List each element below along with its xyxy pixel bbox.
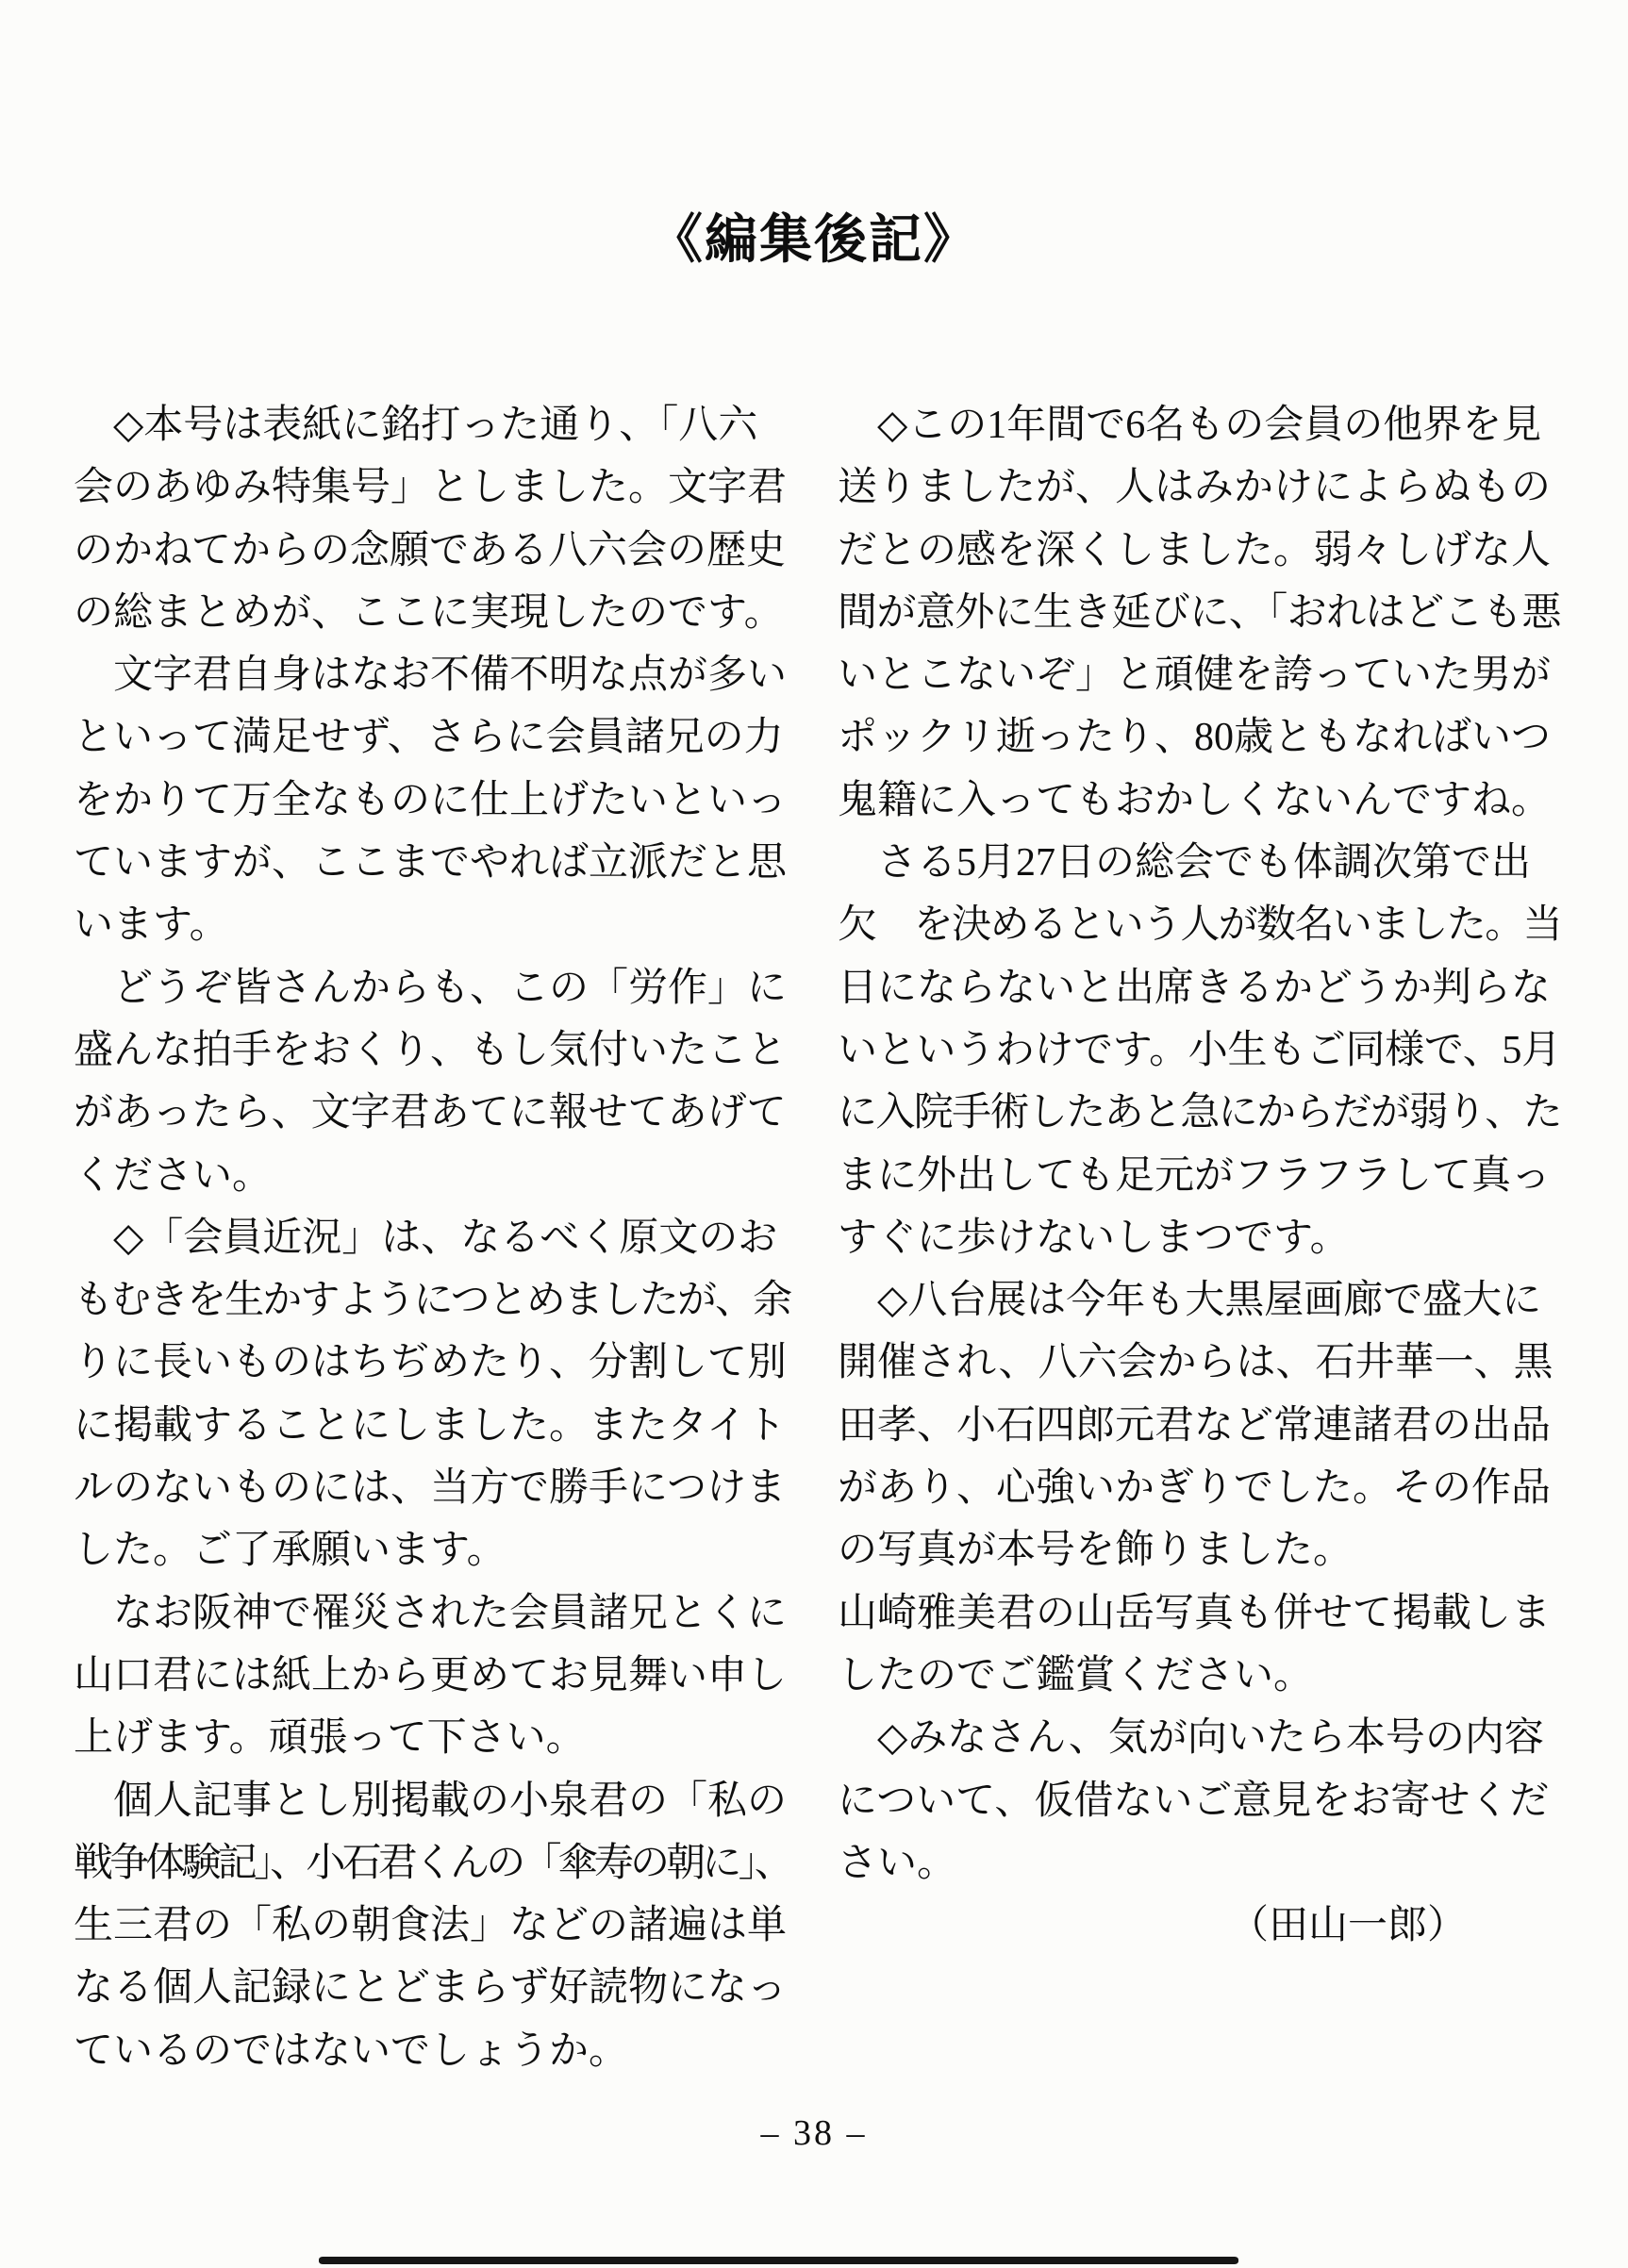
text-line: 山口君には紙上から更めてお見舞い申し bbox=[74, 1653, 788, 1697]
text-line: したのでご鑑賞ください。 bbox=[838, 1653, 1314, 1697]
text-line: 戦争体験記」、小石君くんの「傘寿の朝に」、 bbox=[74, 1841, 791, 1885]
text-line: 生三君の「私の朝食法」などの諸遍は単 bbox=[74, 1904, 788, 1948]
page-title: 《編集後記》 bbox=[650, 211, 978, 270]
text-line: した。ご了承願います。 bbox=[74, 1529, 507, 1573]
scan-artifact bbox=[319, 2257, 1238, 2264]
left-column bbox=[74, 394, 790, 2082]
text-line: の写真が本号を飾りました。 bbox=[838, 1529, 1354, 1573]
text-line: 欠 を決めるという人が数名いました。当 bbox=[838, 903, 1562, 948]
text-line: りに長いものはちぢめたり、分割して別 bbox=[74, 1341, 788, 1385]
author-signature: （田山一郎） bbox=[1228, 1904, 1467, 1948]
text-line: いとこないぞ」と頑健を誇っていた男が bbox=[838, 654, 1552, 698]
text-line: 文字君自身はなお不備不明な点が多い bbox=[74, 654, 788, 698]
text-line: 個人記事とし別掲載の小泉君の「私の bbox=[74, 1779, 788, 1823]
text-line: なお阪神で罹災された会員諸兄とくに bbox=[74, 1591, 788, 1635]
text-line: があったら、文字君あてに報せてあげて bbox=[74, 1091, 787, 1135]
right-column bbox=[838, 394, 1561, 1957]
right-column-lines bbox=[838, 394, 1561, 1895]
text-line: に掲載することにしました。またタイト bbox=[74, 1403, 787, 1448]
text-line: だとの感を深くしました。弱々しげな人 bbox=[838, 528, 1552, 572]
text-line: ◇「会員近況」は、なるべく原文のお bbox=[74, 1216, 778, 1260]
text-line: まに外出しても足元がフラフラして真っ bbox=[838, 1153, 1552, 1198]
text-line: ているのではないでしょうか。 bbox=[74, 2028, 629, 2073]
text-line: すぐに歩けないしまつです。 bbox=[838, 1216, 1350, 1260]
text-line: をかりて万全なものに仕上げたいといっ bbox=[74, 778, 788, 822]
text-line: といって満足せず、さらに会員諸兄の力 bbox=[74, 716, 784, 760]
text-line: もむきを生かすようにつとめましたが、余 bbox=[74, 1279, 791, 1323]
text-line: なる個人記録にとどまらず好読物になっ bbox=[74, 1966, 788, 2011]
text-line: さい。 bbox=[838, 1841, 957, 1885]
text-line: ルのないものには、当方で勝手につけま bbox=[74, 1466, 787, 1511]
text-line: 会のあゆみ特集号」としました。文字君 bbox=[74, 466, 788, 510]
text-line: のかねてからの念願である八六会の歴史 bbox=[74, 528, 786, 572]
text-line: 上げます。頑張って下さい。 bbox=[74, 1716, 586, 1761]
text-line: 日にならないと出席きるかどうか判らな bbox=[838, 966, 1552, 1010]
text-line: 送りましたが、人はみかけによらぬもの bbox=[838, 466, 1552, 510]
text-line: の総まとめが、ここに実現したのです。 bbox=[74, 590, 784, 635]
text-line: 田孝、小石四郎元君など常連諸君の出品 bbox=[838, 1403, 1552, 1448]
text-line: いというわけです。小生もご同様で、5月 bbox=[838, 1028, 1561, 1072]
text-line: 盛んな拍手をおくり、もし気付いたこと bbox=[74, 1028, 788, 1072]
text-line: ていますが、ここまでやれば立派だと思 bbox=[74, 841, 788, 886]
text-line: ◇八台展は今年も大黒屋画廊で盛大に bbox=[838, 1279, 1542, 1323]
text-line: 開催され、八六会からは、石井華一、黒 bbox=[838, 1341, 1553, 1385]
text-line: どうぞ皆さんからも、この「労作」に bbox=[74, 966, 788, 1010]
text-line: ◇本号は表紙に銘打った通り、「八六 bbox=[74, 404, 758, 447]
page-number: – 38 – bbox=[760, 2113, 868, 2153]
text-line: ◇この1年間で6名もの会員の他界を見 bbox=[838, 404, 1542, 447]
text-line: ◇みなさん、気が向いたら本号の内容 bbox=[838, 1716, 1544, 1761]
text-line: について、仮借ないご意見をお寄せくだ bbox=[838, 1779, 1550, 1823]
text-line: さる5月27日の総会でも体調次第で出 bbox=[838, 841, 1532, 886]
text-line: います。 bbox=[74, 903, 229, 948]
text-line: があり、心強いかぎりでした。その作品 bbox=[838, 1466, 1552, 1511]
text-line: ください。 bbox=[74, 1153, 273, 1198]
text-line: 間が意外に生き延びに、「おれはどこも悪 bbox=[838, 590, 1562, 635]
text-line: 鬼籍に入ってもおかしくないんですね。 bbox=[838, 778, 1552, 822]
text-line: ポックリ逝ったり、80歳ともなればいつ bbox=[838, 716, 1552, 760]
text-line: に入院手術したあと急にからだが弱り、た bbox=[838, 1091, 1562, 1135]
text-line: 山崎雅美君の山岳写真も併せて掲載しま bbox=[838, 1591, 1552, 1635]
